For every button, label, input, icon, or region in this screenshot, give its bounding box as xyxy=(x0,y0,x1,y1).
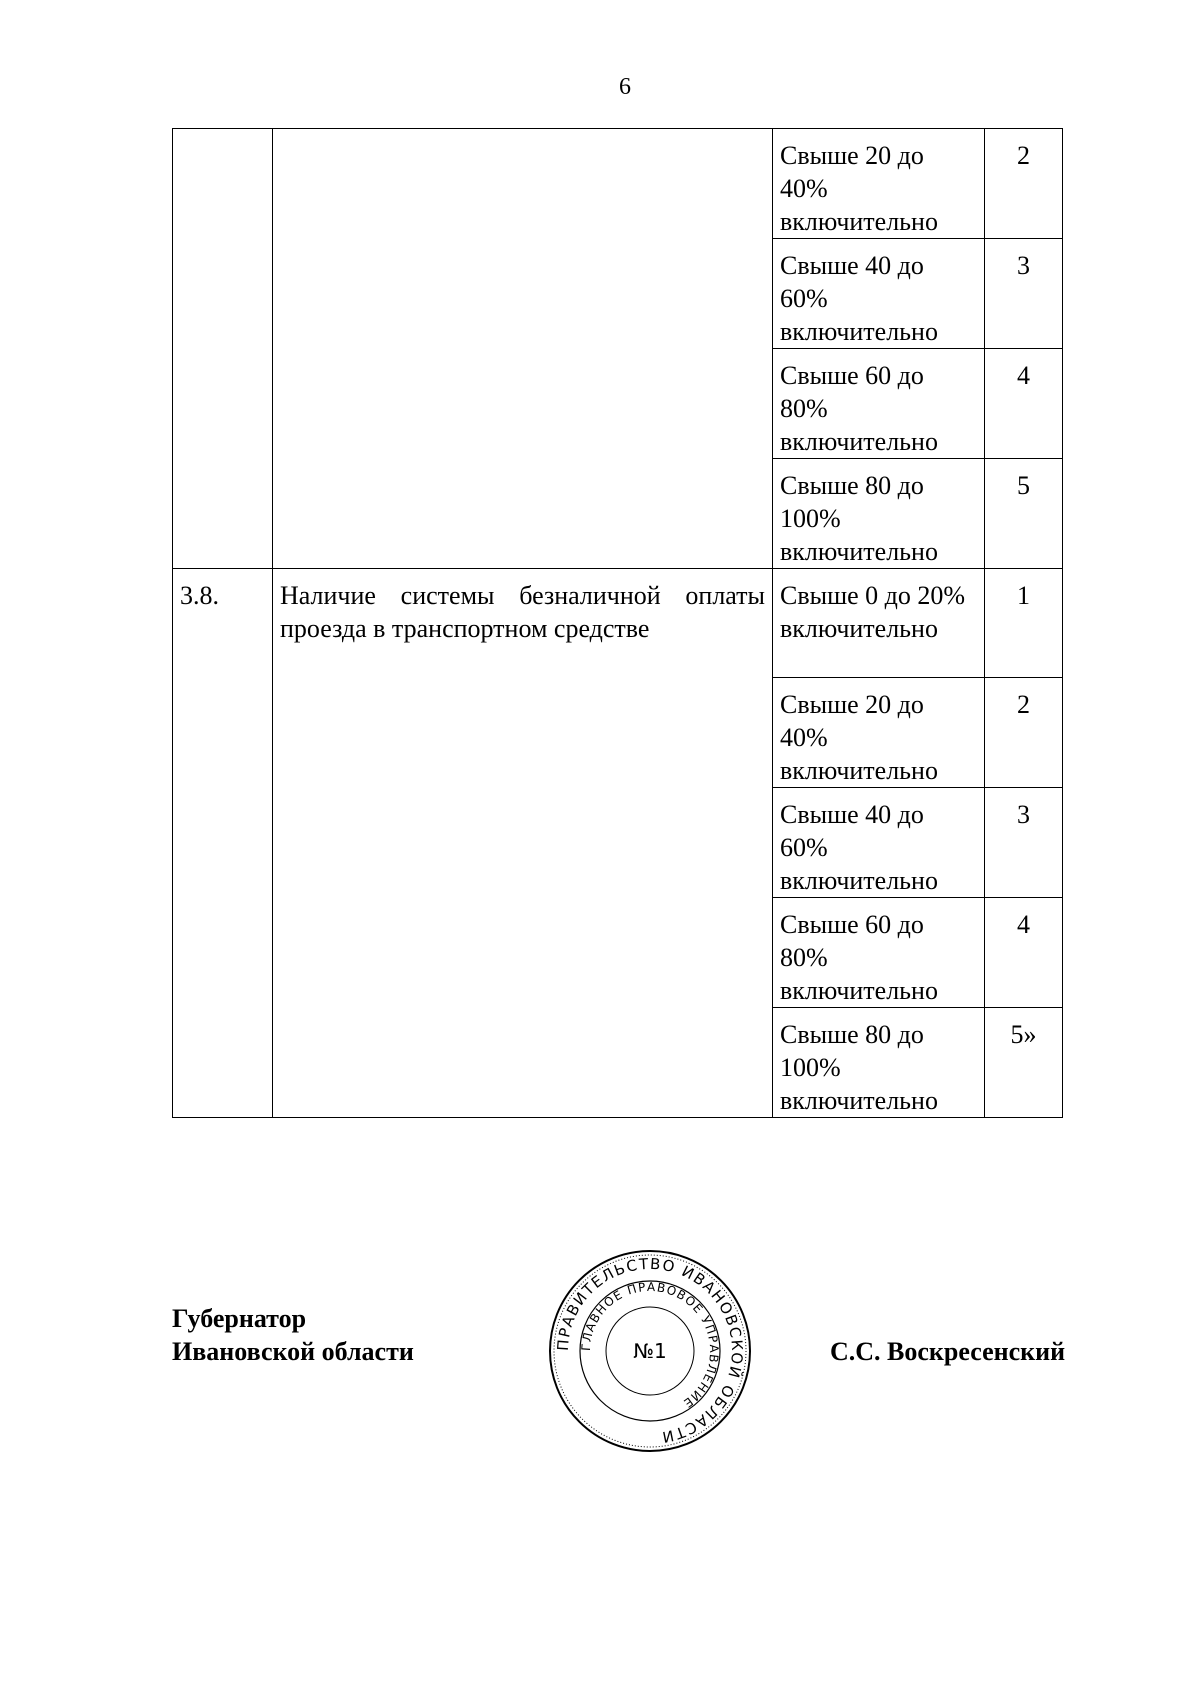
score-cell: 4 xyxy=(985,898,1063,1008)
signatory-position-line1: Губернатор xyxy=(172,1304,307,1333)
range-cell: Свыше 20 до 40% включительно xyxy=(773,678,985,788)
range-cell: Свыше 40 до 60% включительно xyxy=(773,239,985,349)
score-cell: 2 xyxy=(985,678,1063,788)
range-cell: Свыше 80 до 100% включительно xyxy=(773,1008,985,1118)
score-cell: 2 xyxy=(985,129,1063,239)
criterion-name-cell xyxy=(273,129,773,569)
row-number-cell xyxy=(173,129,273,569)
criteria-table xyxy=(172,128,1063,1118)
seal-number: №1 xyxy=(633,1339,667,1363)
seal-outer-text: ПРАВИТЕЛЬСТВО ИВАНОВСКОЙ ОБЛАСТИ xyxy=(553,1254,747,1447)
seal-inner-text: ГЛАВНОЕ ПРАВОВОЕ УПРАВЛЕНИЕ xyxy=(578,1279,722,1411)
range-cell: Свыше 80 до 100% включительно xyxy=(773,459,985,569)
range-cell: Свыше 40 до 60% включительно xyxy=(773,788,985,898)
score-cell: 4 xyxy=(985,349,1063,459)
score-cell: 3 xyxy=(985,239,1063,349)
signatory-position-line2: Ивановской области xyxy=(172,1337,414,1366)
score-cell: 5» xyxy=(985,1008,1063,1118)
page-number: 6 xyxy=(619,74,631,100)
range-cell: Свыше 60 до 80% включительно xyxy=(773,898,985,1008)
range-cell: Свыше 20 до 40% включительно xyxy=(773,129,985,239)
signatory-name: С.С. Воскресенский xyxy=(830,1337,1066,1366)
criterion-name-cell: Наличие системы безналичной оплаты проезда в транспортном средстве xyxy=(273,569,773,1118)
table-row xyxy=(173,129,1063,239)
score-cell: 5 xyxy=(985,459,1063,569)
official-seal xyxy=(545,1246,755,1456)
score-cell: 3 xyxy=(985,788,1063,898)
table-row xyxy=(173,569,1063,678)
range-cell: Свыше 0 до 20% включительно xyxy=(773,569,985,678)
signatory-position xyxy=(172,1302,414,1368)
row-number-cell: 3.8. xyxy=(173,569,273,1118)
score-cell: 1 xyxy=(985,569,1063,678)
range-cell: Свыше 60 до 80% включительно xyxy=(773,349,985,459)
